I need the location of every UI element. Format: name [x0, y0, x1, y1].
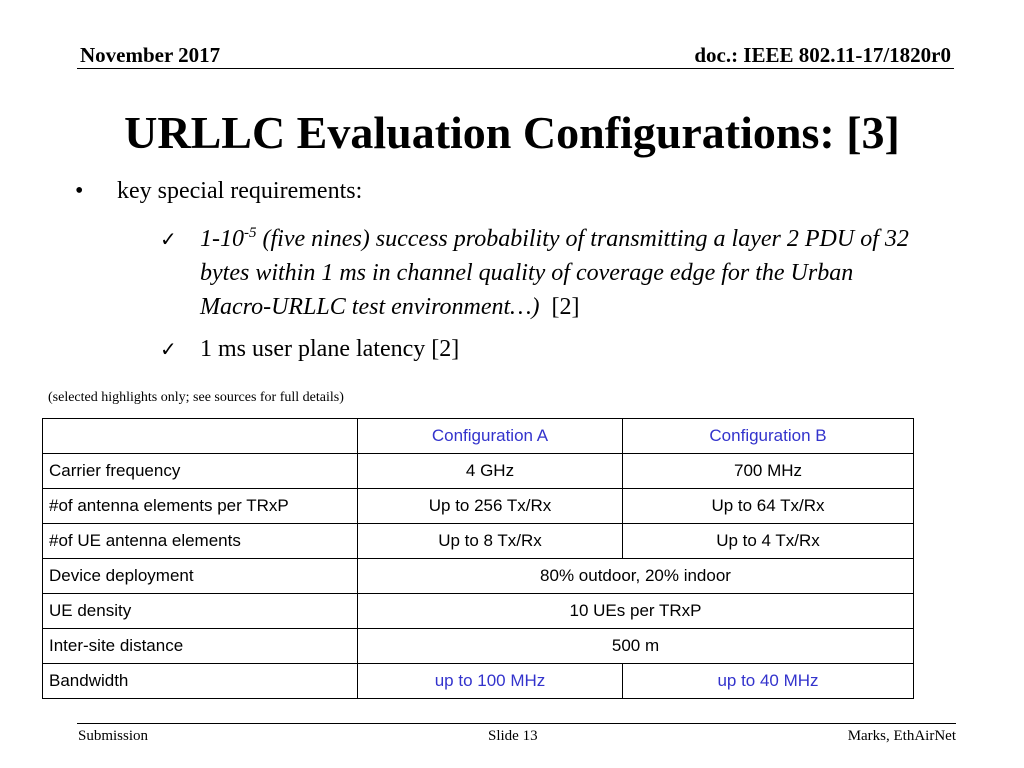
table-row	[43, 489, 914, 524]
header-rule	[77, 68, 954, 69]
table-row	[43, 524, 914, 559]
table-row	[43, 454, 914, 489]
merged-value: 80% outdoor, 20% indoor	[358, 559, 914, 594]
row-label: #of antenna elements per TRxP	[43, 489, 358, 524]
config-table	[42, 418, 914, 699]
footer-slide-number: Slide 13	[488, 728, 538, 744]
sub-bullet-1	[160, 222, 920, 324]
bullet-main-text: key special requirements:	[117, 178, 363, 204]
row-label: Bandwidth	[43, 664, 358, 699]
sub-bullet-1-prefix: 1-10	[200, 226, 244, 252]
config-b-value: Up to 64 Tx/Rx	[623, 489, 914, 524]
row-label: Inter-site distance	[43, 629, 358, 664]
merged-value: 10 UEs per TRxP	[358, 594, 914, 629]
row-label: Device deployment	[43, 559, 358, 594]
table-header-config-a: Configuration A	[358, 419, 623, 454]
row-label: Carrier frequency	[43, 454, 358, 489]
bullet-main	[75, 178, 362, 205]
table-row	[43, 664, 914, 699]
footer-submission: Submission	[78, 728, 149, 744]
header-date: November 2017	[80, 43, 221, 67]
table-header-row	[43, 419, 914, 454]
config-b-value: Up to 4 Tx/Rx	[623, 524, 914, 559]
checkmark-icon: ✓	[160, 337, 177, 361]
sub-bullet-2-text: 1 ms user plane latency [2]	[200, 336, 460, 362]
bullet-dot-icon: •	[75, 178, 84, 204]
sub-bullet-1-ref: [2]	[539, 294, 580, 320]
header-doc-id: doc.: IEEE 802.11-17/1820r0	[694, 43, 951, 67]
config-b-value: 700 MHz	[623, 454, 914, 489]
footer-author: Marks, EthAirNet	[847, 728, 956, 744]
table-row	[43, 629, 914, 664]
slide-title: URLLC Evaluation Configurations: [3]	[124, 107, 900, 158]
footer-rule	[77, 723, 956, 724]
table-header-cell	[43, 419, 358, 454]
sub-bullet-2	[160, 332, 459, 366]
sub-bullet-1-italic: (five nines) success probability of transmitting a layer 2 PDU of 32 bytes within 1 ms in channel quality of coverage edge for the Urban Macro-URLLC test environment…)	[200, 226, 909, 320]
highlights-note: (selected highlights only; see sources for full details)	[48, 390, 344, 405]
config-a-value: 4 GHz	[358, 454, 623, 489]
config-a-value: up to 100 MHz	[358, 664, 623, 699]
row-label: UE density	[43, 594, 358, 629]
sub-bullet-1-text	[200, 222, 920, 324]
merged-value: 500 m	[358, 629, 914, 664]
table-row	[43, 594, 914, 629]
table-header-config-b: Configuration B	[623, 419, 914, 454]
checkmark-icon: ✓	[160, 227, 177, 251]
sub-bullet-1-superscript: -5	[244, 225, 257, 241]
row-label: #of UE antenna elements	[43, 524, 358, 559]
config-b-value: up to 40 MHz	[623, 664, 914, 699]
config-a-value: Up to 8 Tx/Rx	[358, 524, 623, 559]
config-a-value: Up to 256 Tx/Rx	[358, 489, 623, 524]
table-row	[43, 559, 914, 594]
